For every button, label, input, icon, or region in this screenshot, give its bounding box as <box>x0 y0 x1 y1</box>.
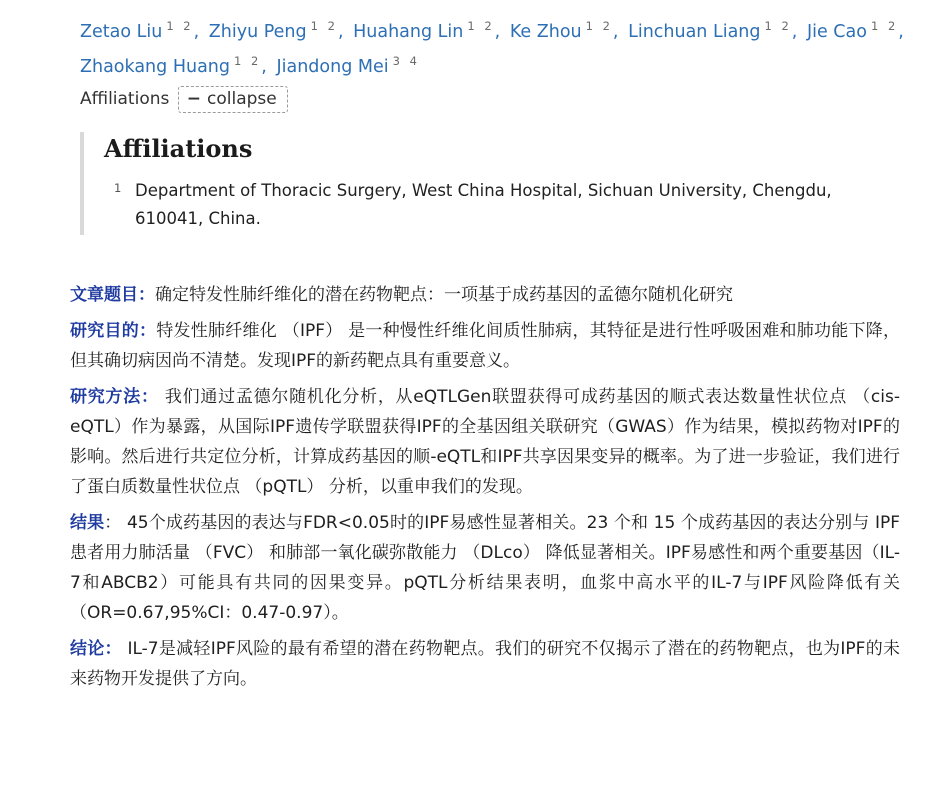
author-link[interactable]: Zhaokang Huang <box>80 57 230 77</box>
author-item <box>80 54 271 77</box>
author-item <box>806 19 908 42</box>
author-separator: , <box>261 57 267 77</box>
author-affiliation-refs: 3 4 <box>392 54 420 68</box>
minus-icon: − <box>186 89 202 109</box>
section-label: 文章题目： <box>70 285 155 305</box>
author-link[interactable]: Linchuan Liang <box>628 22 761 42</box>
affiliations-toggle-label: Affiliations <box>80 89 170 109</box>
section-label: 结果 <box>70 513 105 533</box>
abstract-title-paragraph <box>70 280 900 310</box>
author-list <box>80 12 920 82</box>
author-separator: , <box>898 22 904 42</box>
author-separator: , <box>337 22 344 42</box>
author-link[interactable]: Huahang Lin <box>353 22 464 42</box>
collapse-button[interactable] <box>178 86 288 113</box>
section-text: 特发性肺纤维化 （IPF） 是一种慢性纤维化间质性肺病，其特征是进行性呼吸困难和肺功能下降，但其确切病因尚不清楚。发现IPF的新药靶点具有重要意义。 <box>70 321 900 371</box>
section-label: 研究目的： <box>70 321 157 341</box>
author-link[interactable]: Jie Cao <box>806 22 867 42</box>
author-affiliation-refs: 1 2 <box>310 19 338 33</box>
author-separator: , <box>612 22 619 42</box>
abstract-conclusion-paragraph <box>70 634 900 694</box>
author-affiliation-refs: 1 2 <box>467 19 495 33</box>
abstract-purpose-paragraph <box>70 316 900 376</box>
author-separator: , <box>193 22 200 42</box>
author-item <box>628 19 801 42</box>
section-text: 确定特发性肺纤维化的潜在药物靶点：一项基于成药基因的孟德尔随机化研究 <box>155 285 733 305</box>
section-label: 研究方法： <box>70 387 159 407</box>
author-item <box>509 19 623 42</box>
affiliation-text: Department of Thoracic Surgery, West China Hospital, Sichuan University, Chengdu, 610041, China. <box>135 181 832 228</box>
author-affiliation-refs: 1 2 <box>870 19 899 33</box>
author-link[interactable]: Zhiyu Peng <box>208 22 307 42</box>
author-link[interactable]: Ke Zhou <box>509 22 582 42</box>
section-text: 我们通过孟德尔随机化分析，从eQTLGen联盟获得可成药基因的顺式表达数量性状位点 （cis-eQTL）作为暴露，从国际IPF遗传学联盟获得IPF的全基因组关联研究（GWAS）作为结果，模拟药物对IPF的影响。然后进行共定位分析，计算成药基因的顺-eQTL和IPF共享因果变异的概率。为了进一步验证，我们进行了蛋白质数量性状位点 （pQTL） 分析，以重申我们的发现。 <box>70 387 900 497</box>
section-label: 结论： <box>70 639 122 659</box>
abstract-results-paragraph <box>70 508 900 628</box>
section-text: IL-7是减轻IPF风险的最有希望的潜在药物靶点。我们的研究不仅揭示了潜在的药物靶点，也为IPF的未来药物开发提供了方向。 <box>70 639 900 689</box>
section-text: ： 45个成药基因的表达与FDR<0.05时的IPF易感性显著相关。23 个和 15 个成药基因的表达分别与 IPF 患者用力肺活量 （FVC） 和肺部一氧化碳弥散能力 （DLco） 降低显著相关。IPF易感性和两个重要基因（IL-7和ABCB2）可能具有共同的因果变异。pQTL分析结果表明，血浆中高水平的IL-7与IPF风险降低有关（OR=0.67,95%CI：0.47-0.97）。 <box>70 513 901 623</box>
author-separator: , <box>791 22 798 42</box>
affiliations-toggle-row <box>80 85 288 113</box>
chinese-abstract <box>70 280 900 700</box>
author-affiliation-refs: 1 2 <box>585 19 613 33</box>
collapse-label: collapse <box>207 89 277 109</box>
author-separator: , <box>494 22 501 42</box>
author-affiliation-refs: 1 2 <box>166 19 194 33</box>
author-affiliation-refs: 1 2 <box>764 19 792 33</box>
author-item <box>276 54 420 77</box>
author-affiliation-refs: 1 2 <box>234 54 262 68</box>
affiliations-heading: Affiliations <box>104 134 253 163</box>
author-item <box>80 19 203 42</box>
affiliation-number: 1 <box>114 181 122 195</box>
author-item <box>208 19 348 42</box>
author-item <box>353 19 504 42</box>
abstract-methods-paragraph <box>70 382 900 502</box>
affiliations-panel <box>80 132 904 235</box>
author-link[interactable]: Zetao Liu <box>80 22 163 42</box>
author-link[interactable]: Jiandong Mei <box>276 57 389 77</box>
